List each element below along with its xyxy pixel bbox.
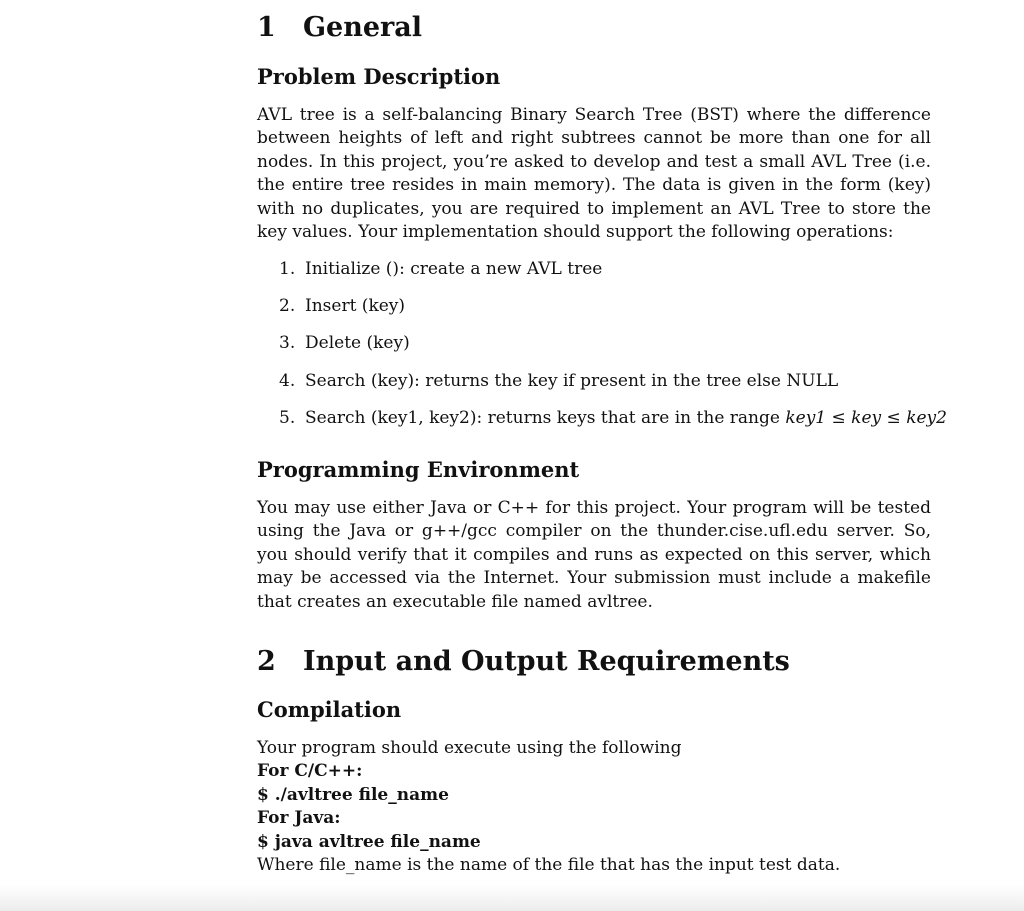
compilation-heading: Compilation [257,697,402,722]
list-item: 5. Search (key1, key2): returns keys that are in the range key1 ≤ key ≤ key2 [279,407,947,428]
problem-description-heading: Problem Description [257,64,501,89]
operations-list [279,258,947,444]
list-item: 3. Delete (key) [279,333,410,354]
compilation-intro: Your program should execute using the following [257,738,682,758]
list-item: 2. Insert (key) [279,296,406,317]
section-1-heading [257,12,422,43]
c-label: For C/C++: [257,761,363,781]
problem-description-paragraph: AVL tree is a self-balancing Binary Search Tree (BST) where the difference between heights of left and right subtrees cannot be more than one for all nodes. In this project, you’re asked to develop and test a small AVL Tree (i.e. the entire tree resides in main memory). The data is given in the form (key) with no duplicates, you are required to implement an AVL Tree to store the key values. Your implementation should support the following operations: [257,105,931,243]
java-label: For Java: [257,808,341,828]
c-command: $ ./avltree file_name [257,785,449,805]
section-title: Input and Output Requirements [303,646,790,677]
section-number: 1 [257,12,276,43]
page-bottom-shadow [0,885,1024,911]
java-command: $ java avltree file_name [257,832,481,852]
programming-environment-paragraph: You may use either Java or C++ for this project. Your program will be tested using the Java or g++/gcc compiler on the thunder.cise.ufl.edu server. So, you should verify that it compiles and runs as expected on this server, which may be accessed via the Internet. Your submission must include a makefile that creates an executable file named avltree. [257,498,931,612]
list-item: 4. Search (key): returns the key if present in the tree else NULL [279,370,839,391]
section-number: 2 [257,646,276,677]
section-2-heading [257,646,790,677]
section-title: General [303,12,423,43]
file-name-note: Where file_name is the name of the file that has the input test data. [257,855,841,875]
list-item: 1. Initialize (): create a new AVL tree [279,259,603,279]
programming-environment-heading: Programming Environment [257,457,580,482]
range-expression: key1 ≤ key ≤ key2 [785,407,947,428]
